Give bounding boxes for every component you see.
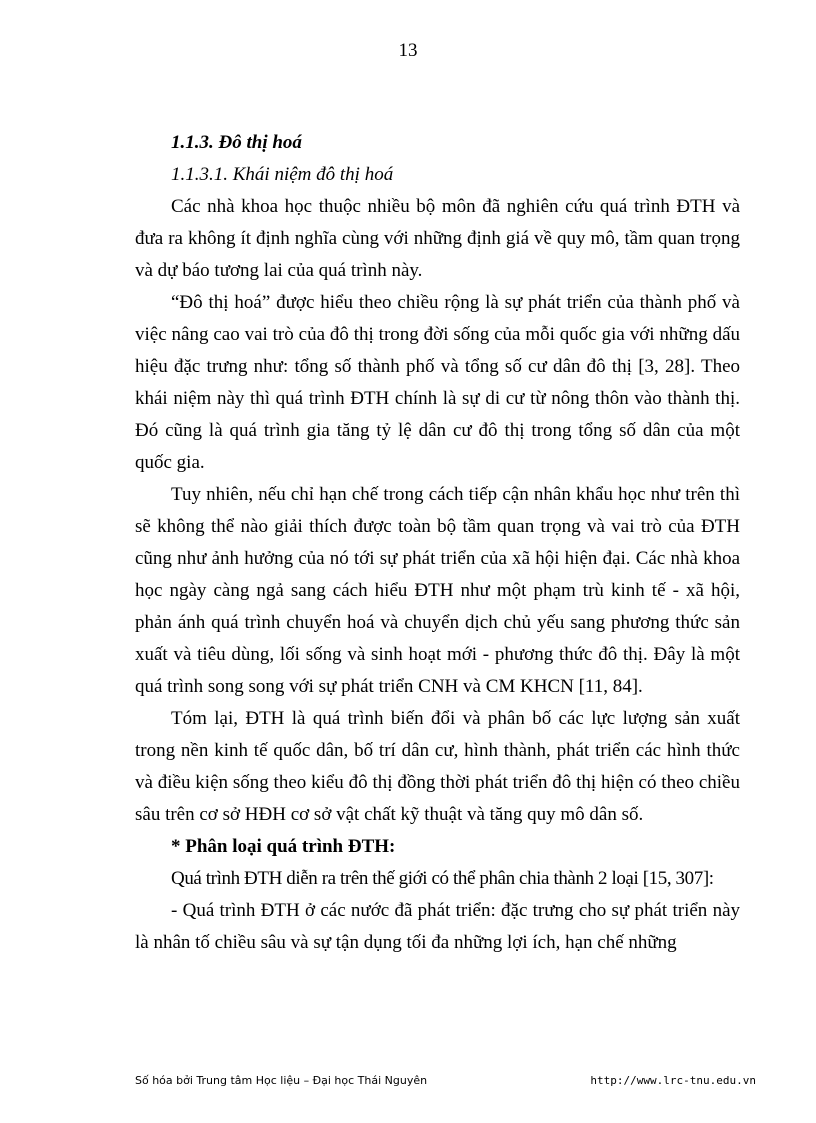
footer-url: http://www.lrc-tnu.edu.vn bbox=[590, 1074, 756, 1087]
page-number: 13 bbox=[398, 40, 418, 61]
document-body bbox=[135, 127, 740, 959]
paragraph-2: “Đô thị hoá” được hiểu theo chiều rộng là sự phát triển của thành phố và việc nâng cao vai trò của đô thị trong đời sống của mỗi quốc gia với những dấu hiệu đặc trưng như: tổng số thành phố và tổng số cư dân đô thị [3, 28]. Theo khái niệm này thì quá trình ĐTH chính là sự di cư từ nông thôn vào thành thị. Đó cũng là quá trình gia tăng tỷ lệ dân cư đô thị trong tổng số dân của một quốc gia. bbox=[135, 292, 740, 473]
section-subheading: 1.1.3.1. Khái niệm đô thị hoá bbox=[171, 164, 394, 185]
paragraph-3: Tuy nhiên, nếu chỉ hạn chế trong cách tiếp cận nhân khẩu học như trên thì sẽ không thể nào giải thích được toàn bộ tầm quan trọng và vai trò của ĐTH cũng như ảnh hưởng của nó tới sự phát triển của xã hội hiện đại. Các nhà khoa học ngày càng ngả sang cách hiểu ĐTH như một phạm trù kinh tế - xã hội, phản ánh quá trình chuyển hoá và chuyển dịch chủ yếu sang phương thức sản xuất và tiêu dùng, lối sống và sinh hoạt mới - phương thức đô thị. Đây là một quá trình song song với sự phát triển CNH và CM KHCN [11, 84]. bbox=[135, 484, 740, 697]
paragraph-1: Các nhà khoa học thuộc nhiều bộ môn đã nghiên cứu quá trình ĐTH và đưa ra không ít định nghĩa cùng với những định giá về quy mô, tầm quan trọng và dự báo tương lai của quá trình này. bbox=[135, 196, 740, 281]
classification-item-1: - Quá trình ĐTH ở các nước đã phát triển: đặc trưng cho sự phát triển này là nhân tố chiều sâu và sự tận dụng tối đa những lợi ích, hạn chế những bbox=[135, 900, 740, 953]
section-heading: 1.1.3. Đô thị hoá bbox=[171, 132, 302, 153]
footer-source: Số hóa bởi Trung tâm Học liệu – Đại học Thái Nguyên bbox=[135, 1074, 428, 1087]
classification-heading: * Phân loại quá trình ĐTH: bbox=[171, 836, 396, 857]
classification-intro: Quá trình ĐTH diễn ra trên thế giới có thể phân chia thành 2 loại [15, 307]: bbox=[171, 868, 714, 889]
paragraph-4: Tóm lại, ĐTH là quá trình biến đổi và phân bố các lực lượng sản xuất trong nền kinh tế quốc dân, bố trí dân cư, hình thành, phát triển các hình thức và điều kiện sống theo kiểu đô thị đồng thời phát triển đô thị hiện có theo chiều sâu trên cơ sở HĐH cơ sở vật chất kỹ thuật và tăng quy mô dân số. bbox=[135, 708, 740, 825]
